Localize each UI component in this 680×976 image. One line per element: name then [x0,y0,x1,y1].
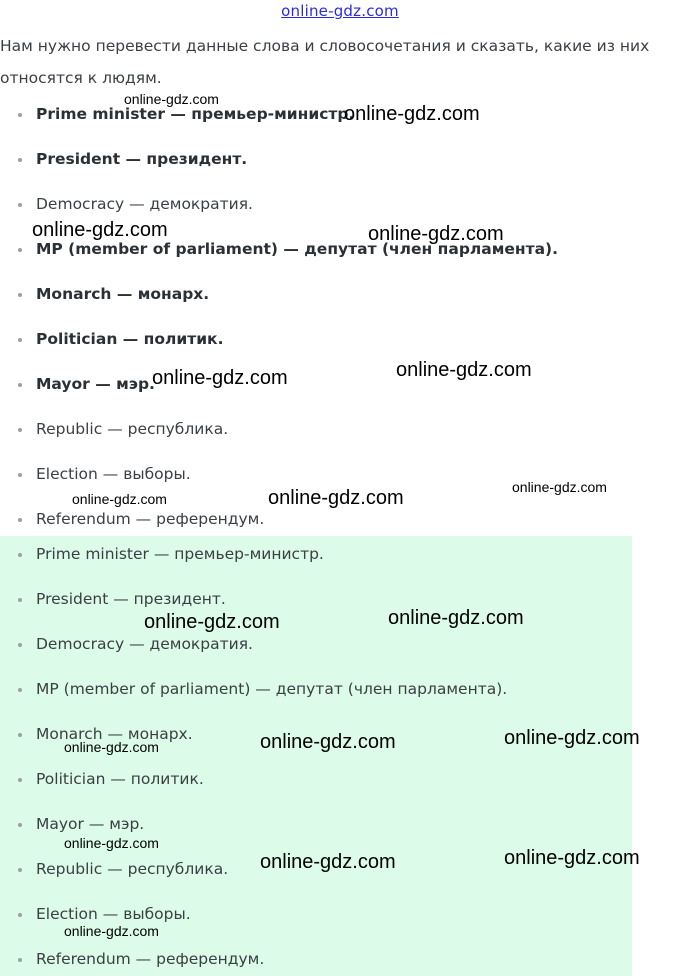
bullet-icon [18,383,22,387]
bullet-icon [18,643,22,647]
bullet-icon [18,203,22,207]
list-item: Politician — политик. [36,769,204,789]
watermark: online-gdz.com [144,611,280,633]
watermark: online-gdz.com [396,359,532,381]
watermark: online-gdz.com [268,487,404,509]
watermark: online-gdz.com [512,479,607,495]
bullet-icon [18,958,22,962]
list-item: Democracy — демократия. [36,194,253,214]
watermark: online-gdz.com [72,491,167,507]
watermark: online-gdz.com [344,103,480,125]
watermark: online-gdz.com [64,835,159,851]
bullet-icon [18,113,22,117]
site-header-link[interactable]: online-gdz.com [281,2,399,20]
watermark: online-gdz.com [32,219,168,241]
watermark: online-gdz.com [368,223,504,245]
bullet-icon [18,868,22,872]
bullet-icon [18,733,22,737]
watermark: online-gdz.com [388,607,524,629]
bullet-icon [18,338,22,342]
list-item: Democracy — демократия. [36,634,253,654]
list-item: Republic — республика. [36,859,228,879]
watermark: online-gdz.com [504,727,640,749]
bullet-icon [18,688,22,692]
watermark: online-gdz.com [152,367,288,389]
list-item: MP (member of parliament) — депутат (член парламента). [36,679,507,699]
bullet-icon [18,823,22,827]
list-item: Monarch — монарх. [36,724,193,744]
watermark: online-gdz.com [504,847,640,869]
list-item: President — президент. [36,149,247,169]
bullet-icon [18,913,22,917]
bullet-icon [18,158,22,162]
watermark: online-gdz.com [64,923,159,939]
list-item: Prime minister — премьер-министр. [36,104,354,124]
list-item: President — президент. [36,589,226,609]
bullet-icon [18,553,22,557]
bullet-icon [18,598,22,602]
list-item: Prime minister — премьер-министр. [36,544,324,564]
bullet-icon [18,473,22,477]
bullet-icon [18,293,22,297]
list-item: Mayor — мэр. [36,814,144,834]
list-item: Election — выборы. [36,464,191,484]
list-item: Mayor — мэр. [36,374,155,394]
list-item: Referendum — референдум. [36,949,264,969]
list-item: Politician — политик. [36,329,223,349]
bullet-icon [18,248,22,252]
watermark: online-gdz.com [124,91,219,107]
watermark: online-gdz.com [64,739,159,755]
bullet-icon [18,428,22,432]
list-item: Monarch — монарх. [36,284,209,304]
list-item: Election — выборы. [36,904,191,924]
bullet-icon [18,518,22,522]
intro-paragraph: Нам нужно перевести данные слова и словосочетания и сказать, какие из них относятся к людям. [0,37,650,87]
watermark: online-gdz.com [260,851,396,873]
bullet-icon [18,778,22,782]
watermark: online-gdz.com [260,731,396,753]
list-item: Referendum — референдум. [36,509,264,529]
list-item: MP (member of parliament) — депутат (член парламента). [36,239,558,259]
list-item: Republic — республика. [36,419,228,439]
